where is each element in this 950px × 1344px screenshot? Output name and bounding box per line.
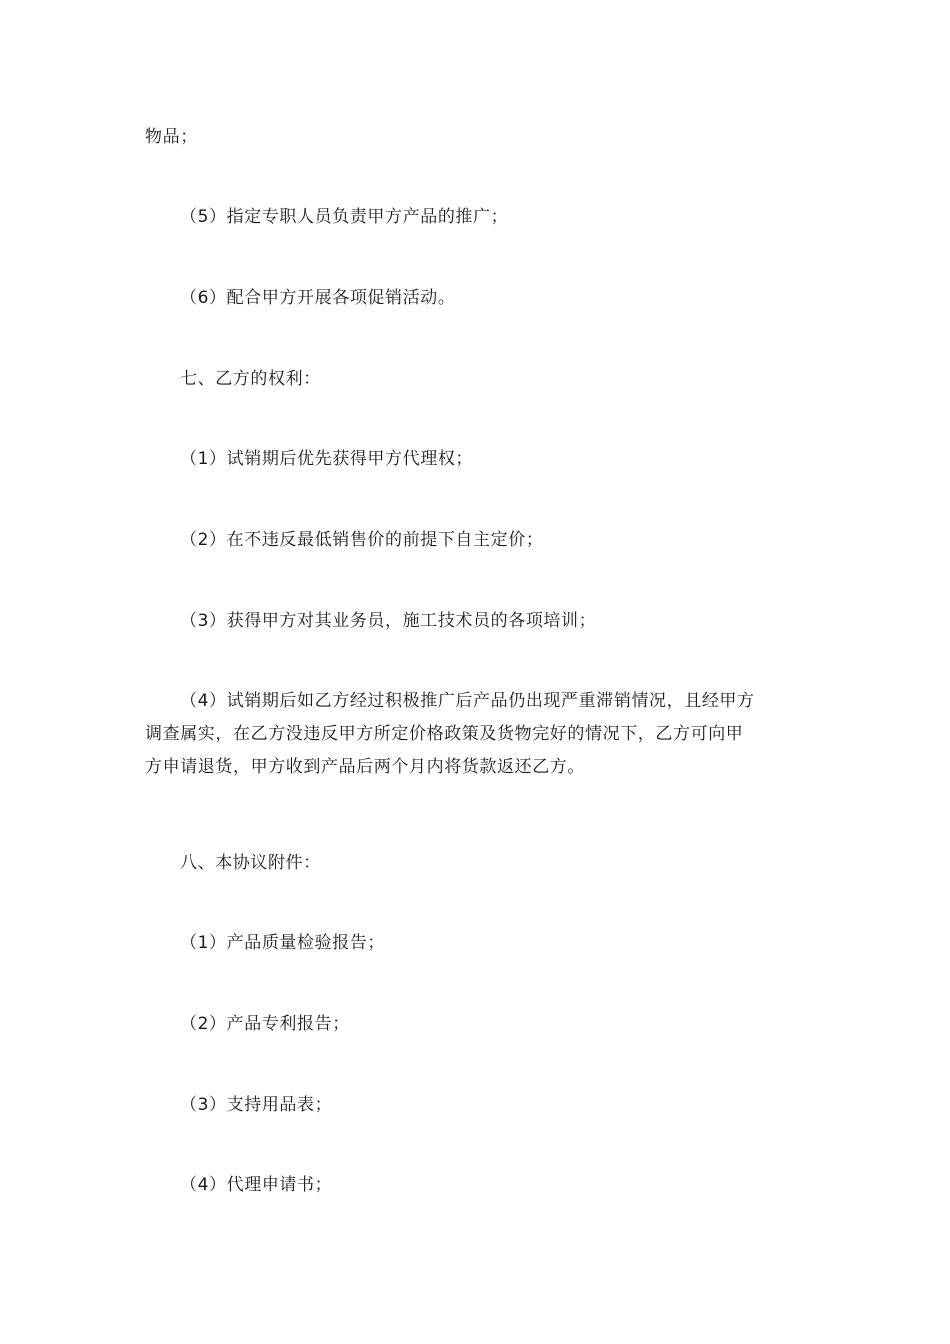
paragraph-right-1 — [145, 443, 810, 476]
paragraph-right-3 — [145, 605, 810, 638]
paragraph-line: 八、本协议附件： — [180, 853, 321, 873]
paragraph-line: （3）支持用品表； — [180, 1095, 333, 1115]
paragraph-duty-5 — [145, 201, 810, 234]
paragraph-right-2 — [145, 524, 810, 557]
paragraph-line: （2）产品专利报告； — [180, 1014, 350, 1034]
section-heading-eight — [145, 847, 810, 880]
paragraph-line: （4）代理申请书； — [180, 1175, 333, 1195]
paragraph-attachment-4 — [145, 1169, 810, 1202]
section-heading-seven — [145, 363, 810, 396]
paragraph-line: （1）试销期后优先获得甲方代理权； — [180, 449, 474, 469]
paragraph-line: （3）获得甲方对其业务员，施工技术员的各项培训； — [180, 611, 597, 631]
paragraph-continuation — [145, 121, 810, 154]
paragraph-right-4 — [145, 685, 810, 784]
paragraph-line: （4）试销期后如乙方经过积极推广后产品仍出现严重滞销情况，且经甲方 — [180, 691, 755, 711]
paragraph-line: （5）指定专职人员负责甲方产品的推广； — [180, 207, 509, 227]
paragraph-line: （1）产品质量检验报告； — [180, 933, 386, 953]
paragraph-attachment-1 — [145, 927, 810, 960]
paragraph-line: （6）配合甲方开展各项促销活动。 — [180, 288, 456, 308]
paragraph-line: 调查属实，在乙方没违反甲方所定价格政策及货物完好的情况下，乙方可向甲 — [145, 724, 744, 744]
paragraph-attachment-2 — [145, 1008, 810, 1041]
paragraph-attachment-3 — [145, 1089, 810, 1122]
paragraph-line: 物品； — [145, 127, 198, 147]
paragraph-line: （2）在不违反最低销售价的前提下自主定价； — [180, 530, 544, 550]
paragraph-line: 方申请退货，甲方收到产品后两个月内将货款返还乙方。 — [145, 757, 585, 777]
paragraph-line: 七、乙方的权利： — [180, 369, 321, 389]
paragraph-duty-6 — [145, 282, 810, 315]
